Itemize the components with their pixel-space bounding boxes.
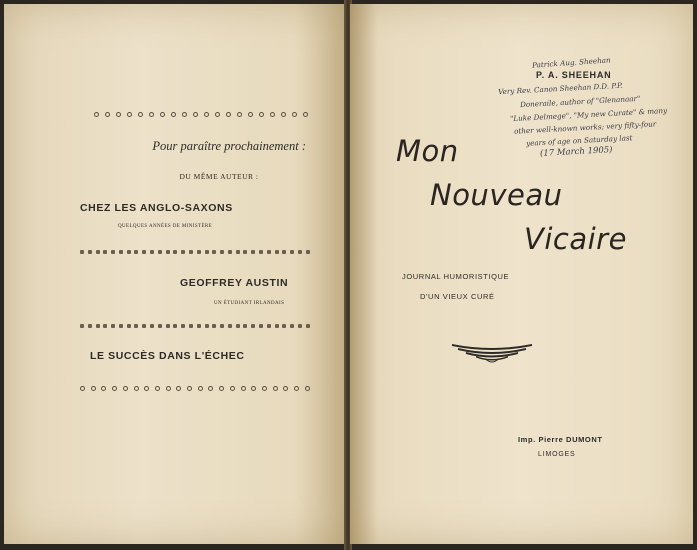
subtitle-line-2: D'UN VIEUX CURÉ — [420, 292, 495, 301]
author-name: P. A. SHEEHAN — [536, 70, 612, 80]
printer-city: LIMOGES — [538, 451, 576, 458]
handwritten-line-4: "Luke Delmege", "My new Curate" & many — [509, 105, 668, 124]
book-title-3: LE SUCCÈS DANS L'ÉCHEC — [90, 350, 245, 362]
book-subtitle-1: QUELQUES ANNÉES DE MINISTÈRE — [118, 224, 213, 229]
book-title-1: CHEZ LES ANGLO-SAXONS — [80, 202, 233, 214]
handwritten-line-5: other well-known works; very fifty-four — [513, 119, 657, 136]
ornament-bottom-left — [80, 384, 310, 392]
handwritten-line-6: years of age on Saturday last — [525, 133, 633, 148]
book-title-2: GEOFFREY AUSTIN — [180, 277, 289, 289]
ornament-vignette — [450, 338, 534, 366]
right-page — [350, 4, 693, 544]
ornament-divider-1 — [80, 248, 310, 256]
left-page — [4, 4, 346, 544]
subtitle-line-1: JOURNAL HUMORISTIQUE — [402, 272, 510, 281]
handwritten-line-7: (17 March 1905) — [539, 145, 613, 159]
printer-name: Imp. Pierre DUMONT — [518, 435, 603, 444]
title-word-3: Vicaire — [524, 222, 627, 256]
handwritten-line-1: Patrick Aug. Sheehan — [531, 55, 611, 70]
announcement-heading: Pour paraître prochainement : — [152, 139, 306, 153]
author-line: DU MÊME AUTEUR : — [179, 172, 259, 181]
book-subtitle-2: UN ÉTUDIANT IRLANDAIS — [214, 301, 285, 306]
handwritten-line-2: Very Rev. Canon Sheehan D.D. P.P. — [497, 80, 623, 97]
handwritten-line-3: Doneraile, author of "Glenanaar" — [519, 93, 641, 110]
title-word-2: Nouveau — [430, 178, 563, 212]
ornament-top-left — [94, 110, 308, 118]
title-word-1: Mon — [396, 134, 459, 168]
ornament-divider-2 — [80, 322, 310, 330]
